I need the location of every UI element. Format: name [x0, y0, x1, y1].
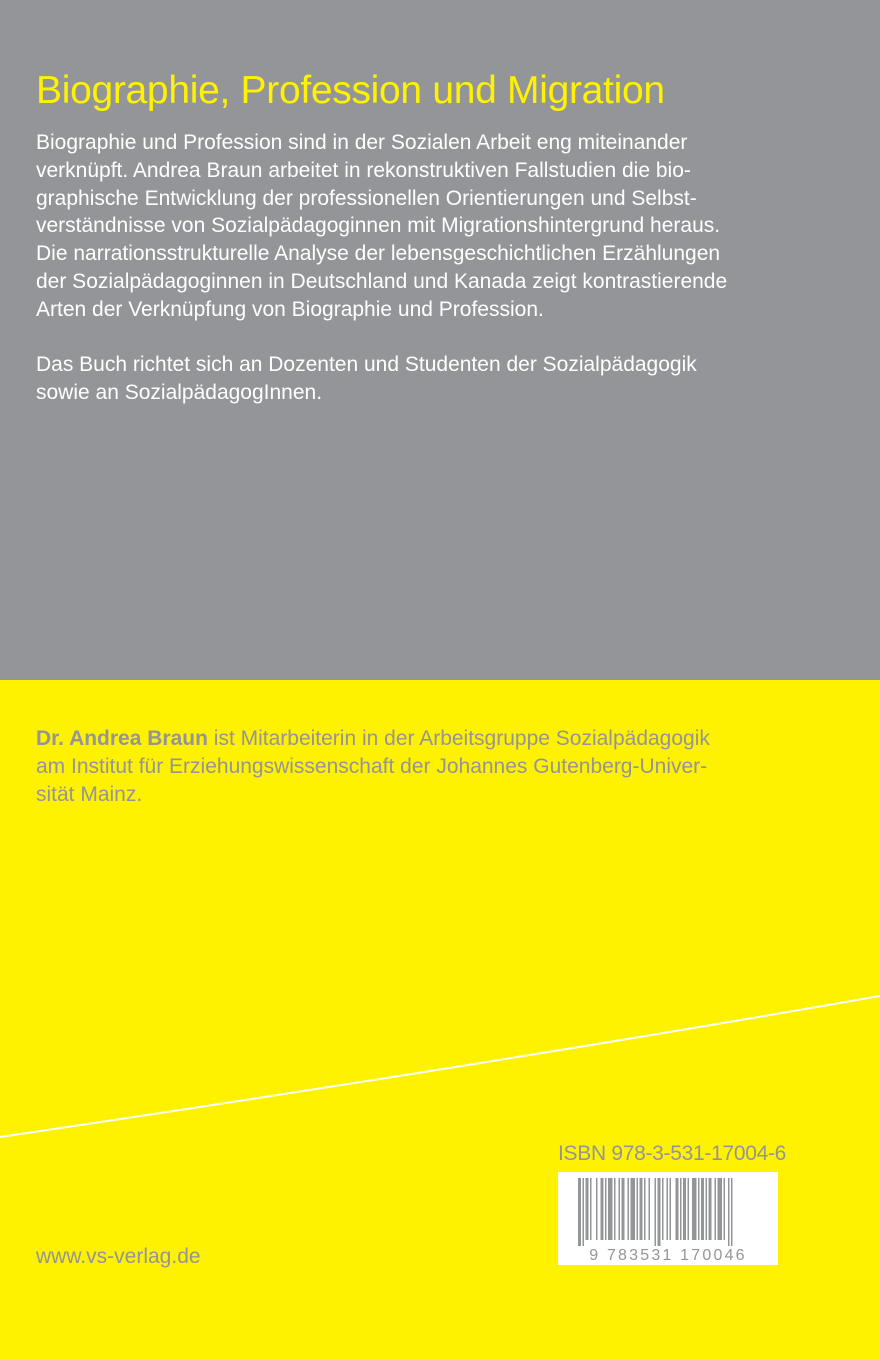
- barcode-bar: [578, 1178, 581, 1246]
- barcode-bar: [724, 1178, 726, 1240]
- barcode-bar: [662, 1178, 664, 1240]
- barcode-bar: [728, 1178, 730, 1246]
- barcode-bar: [709, 1178, 712, 1240]
- author-bio-line: ist Mitarbeiterin in der Arbeitsgruppe Sozialpädagogik: [207, 727, 710, 750]
- barcode-bar: [596, 1178, 598, 1240]
- book-title: Biographie, Profession und Migration: [36, 69, 665, 112]
- barcode-bar: [683, 1178, 686, 1240]
- description-paragraph-2: [36, 351, 836, 407]
- barcode-bar: [731, 1178, 733, 1246]
- barcode-bar: [628, 1178, 630, 1240]
- barcode-bar: [692, 1178, 697, 1240]
- barcode-graphic: [558, 1172, 778, 1265]
- barcode-bar: [718, 1178, 723, 1240]
- author-bio-line: am Institut für Erziehungswissenschaft der Johannes Gutenberg-Univer-: [36, 755, 708, 778]
- description-line: Das Buch richtet sich an Dozenten und Studenten der Sozialpädagogik: [36, 353, 697, 376]
- isbn-label: ISBN 978-3-531-17004-6: [558, 1142, 787, 1165]
- barcode-bar: [658, 1178, 661, 1246]
- barcode-bar: [608, 1178, 613, 1240]
- lower-panel: [0, 680, 880, 1360]
- barcode-bar: [688, 1178, 690, 1240]
- barcode-bar: [605, 1178, 607, 1240]
- barcode-bar: [715, 1178, 717, 1240]
- description-line: Arten der Verknüpfung von Biographie und Profession.: [36, 297, 544, 321]
- barcode-bar: [670, 1178, 672, 1240]
- description-line: der Sozialpädagoginnen in Deutschland und Kanada zeigt kontrastierende: [36, 269, 728, 293]
- description-paragraph-1: [36, 129, 836, 324]
- barcode: [558, 1172, 778, 1265]
- author-name: Dr. Andrea Braun: [36, 727, 208, 750]
- description-line: sowie an SozialpädagogInnen.: [36, 380, 323, 404]
- barcode-bar: [590, 1178, 592, 1240]
- barcode-bar: [586, 1178, 589, 1240]
- barcode-bar: [614, 1178, 616, 1240]
- author-bio: [36, 725, 836, 809]
- barcode-bar: [619, 1178, 621, 1240]
- barcode-bar: [583, 1178, 585, 1246]
- barcode-bar: [644, 1178, 646, 1240]
- barcode-bar: [701, 1178, 704, 1240]
- barcode-bar: [655, 1178, 657, 1246]
- barcode-bar: [631, 1178, 636, 1240]
- barcode-bar: [649, 1178, 651, 1240]
- publisher-website: www.vs-verlag.de: [36, 1245, 201, 1268]
- barcode-bar: [640, 1178, 643, 1240]
- barcode-bar: [622, 1178, 625, 1240]
- barcode-bar: [637, 1178, 639, 1240]
- barcode-digits: 9 783531 170046: [589, 1247, 747, 1264]
- barcode-bar: [601, 1178, 604, 1240]
- description-line: graphische Entwicklung der professionellen Orientierungen und Selbst-: [36, 186, 697, 210]
- barcode-bar: [667, 1178, 669, 1240]
- barcode-bar: [680, 1178, 682, 1240]
- description-line: Biographie und Profession sind in der Sozialen Arbeit eng miteinander: [36, 131, 688, 154]
- author-bio-line: sität Mainz.: [36, 783, 143, 806]
- barcode-bar: [698, 1178, 700, 1240]
- barcode-bar: [706, 1178, 708, 1240]
- barcode-bar: [676, 1178, 679, 1240]
- description-line: verknüpft. Andrea Braun arbeitet in rekonstruktiven Fallstudien die bio-: [36, 158, 691, 182]
- description-line: Die narrationsstrukturelle Analyse der lebensgeschichtlichen Erzählungen: [36, 242, 721, 266]
- description-line: verständnisse von Sozialpädagoginnen mit Migrationshintergrund heraus.: [36, 214, 721, 238]
